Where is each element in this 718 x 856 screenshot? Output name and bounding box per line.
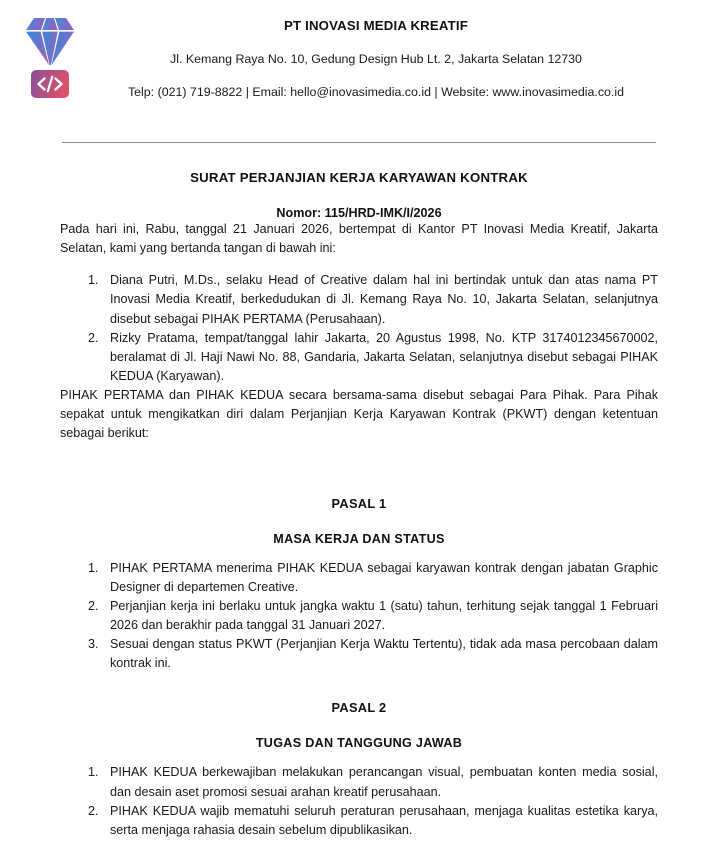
spacer [60,444,658,496]
gem-crown-facets [26,18,74,30]
document-body [0,170,718,840]
company-address: Jl. Kemang Raya No. 10, Gedung Design Hub Lt. 2, Jakarta Selatan 12730 [170,51,582,66]
article-2-clauses [60,763,658,840]
gem-pavilion-facets [26,32,74,65]
spacer [60,673,658,700]
code-badge [31,70,69,98]
list-item: 2. Rizky Pratama, tempat/tanggal lahir Jakarta, 20 Agustus 1998, No. KTP 3174012345670002, beralamat di Jl. Haji Nawi No. 88, Gandaria, Jakarta Selatan, selanjutnya disebut sebagai PIHAK KEDUA (Karyawan). [102,329,658,386]
document-number: Nomor: 115/HRD-IMK/I/2026 [276,206,442,220]
joint-statement-paragraph: PIHAK PERTAMA dan PIHAK KEDUA secara bersama-sama disebut sebagai Para Pihak. Para Pihak sepakat untuk mengikatkan diri dalam Perjanjian Kerja Karyawan Kontrak (PKWT) dengan ketentuan sebagai berikut: [60,388,658,441]
article-1-clauses [60,559,658,674]
opening-paragraph: Pada hari ini, Rabu, tanggal 21 Januari 2026, bertempat di Kantor PT Inovasi Media Kreatif, Jakarta Selatan, kami yang bertanda tangan di bawah ini: [60,222,658,256]
list-item: 2. Perjanjian kerja ini berlaku untuk jangka waktu 1 (satu) tahun, terhitung sejak tanggal 1 Februari 2026 dan berakhir pada tanggal 31 Januari 2027. [102,597,658,635]
list-item: 1. PIHAK PERTAMA menerima PIHAK KEDUA sebagai karyawan kontrak dengan jabatan Graphic Designer di departemen Creative. [102,559,658,597]
diamond-code-logo [22,10,78,102]
article-2-subtitle: TUGAS DAN TANGGUNG JAWAB [255,736,463,751]
article-1-label: PASAL 1 [331,495,387,511]
header-divider [62,142,656,143]
company-info [60,18,658,100]
list-item: 3. Sesuai dengan status PKWT (Perjanjian Kerja Waktu Tertentu), tidak ada masa percobaan dalam kontrak ini. [102,635,658,673]
company-contact: Telp: (021) 719-8822 | Email: hello@inovasimedia.co.id | Website: www.inovasimedia.co.id [127,84,625,99]
page-title: SURAT PERJANJIAN KERJA KARYAWAN KONTRAK [190,170,528,185]
article-2-label: PASAL 2 [331,700,387,716]
letterhead [0,0,718,122]
article-1-subtitle: MASA KERJA DAN STATUS [273,531,445,546]
company-name: PT INOVASI MEDIA KREATIF [283,18,469,33]
list-item: 1. Diana Putri, M.Ds., selaku Head of Creative dalam hal ini bertindak untuk dan atas nama PT Inovasi Media Kreatif, berkedudukan di Jl. Kemang Raya No. 10, Jakarta Selatan, selanjutnya disebut sebagai PIHAK PERTAMA (Perusahaan). [102,271,658,328]
parties-list [60,271,658,386]
list-item: 2. PIHAK KEDUA wajib mematuhi seluruh peraturan perusahaan, menjaga kualitas estetika karya, serta menjaga rahasia desain sebelum dipublikasikan. [102,802,658,840]
list-item: 1. PIHAK KEDUA berkewajiban melakukan perancangan visual, pembuatan konten media sosial, dan desain aset promosi sesuai arahan kreatif perusahaan. [102,763,658,801]
